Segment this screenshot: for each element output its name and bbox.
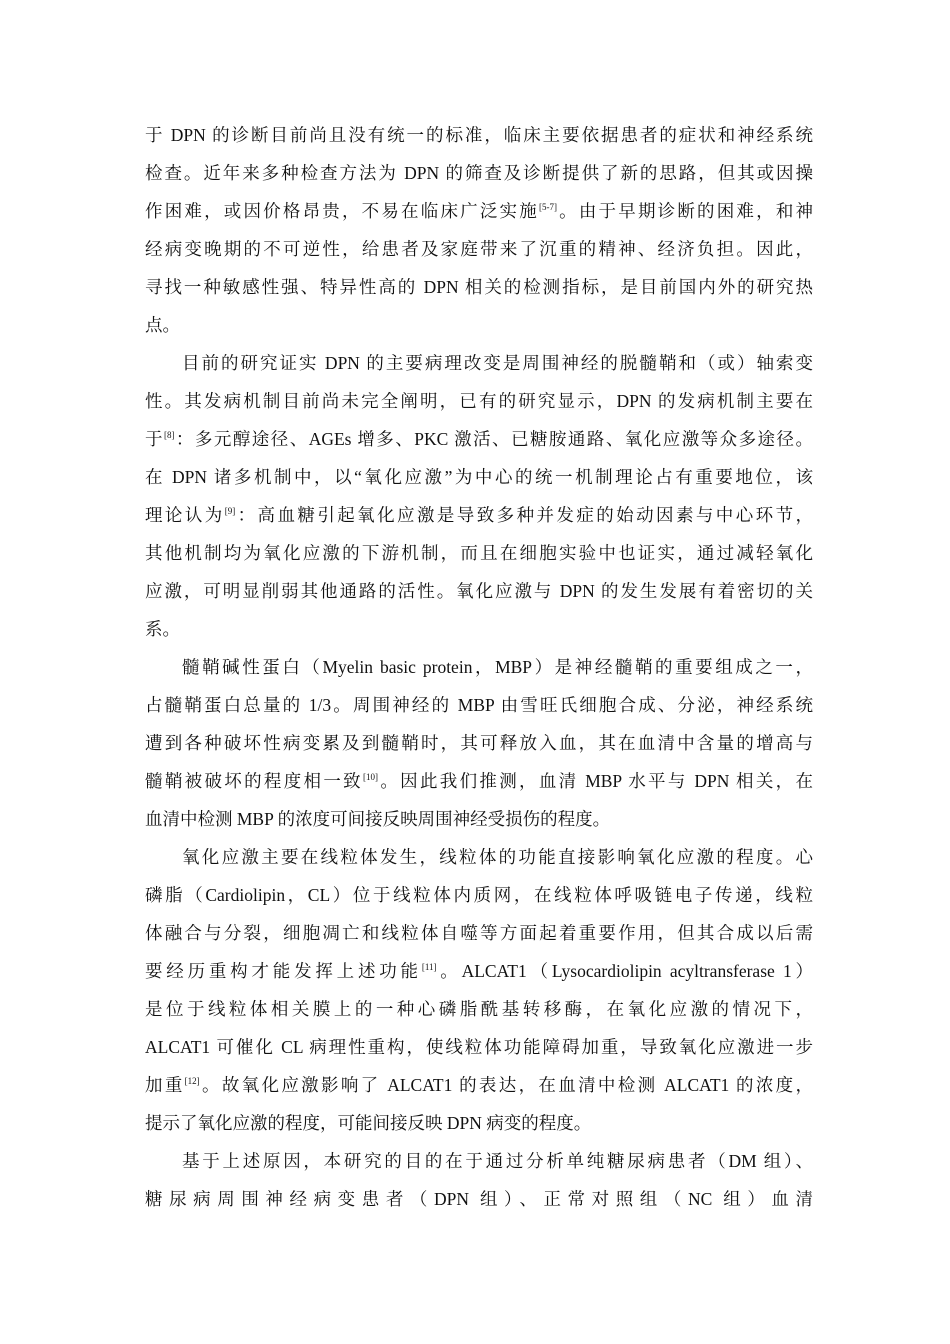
text-line: 性。其发病机制目前尚未完全阐明，已有的研究显示，DPN 的发病机制主要在 [145,391,813,411]
text-line: 于 DPN 的诊断目前尚且没有统一的标准，临床主要依据患者的症状和神经系统 [145,125,813,145]
text-line: 目前的研究证实 DPN 的主要病理改变是周围神经的脱髓鞘和（或）轴索变 [182,353,813,373]
citation-ref: [9] [224,506,236,516]
text-line: 氧化应激主要在线粒体发生，线粒体的功能直接影响氧化应激的程度。心 [182,847,813,867]
text-line: 加重[12]。故氧化应激影响了 ALCAT1 的表达，在血清中检测 ALCAT1 的浓度， [145,1075,813,1095]
text-line: 糖尿病周围神经病变患者（DPN 组）、正常对照组（NC 组）血清 [145,1189,813,1209]
text-line: 血清中检测 MBP 的浓度可间接反映周围神经受损伤的程度。 [145,809,611,829]
text-line: 占髓鞘蛋白总量的 1/3。周围神经的 MBP 由雪旺氏细胞合成、分泌，神经系统 [145,695,813,715]
citation-ref: [5-7] [538,202,557,212]
text-line: 基于上述原因，本研究的目的在于通过分析单纯糖尿病患者（DM 组）、 [182,1151,813,1171]
citation-ref: [12] [184,1076,200,1086]
citation-ref: [11] [421,962,437,972]
text-line: 体融合与分裂，细胞凋亡和线粒体自噬等方面起着重要作用，但其合成以后需 [145,923,813,943]
citation-ref: [10] [363,772,378,782]
text-line: 遭到各种破坏性病变累及到髓鞘时，其可释放入血，其在血清中含量的增高与 [145,733,813,753]
text-line: 经病变晚期的不可逆性，给患者及家庭带来了沉重的精神、经济负担。因此， [145,239,813,259]
text-line: 检查。近年来多种检查方法为 DPN 的筛查及诊断提供了新的思路，但其或因操 [145,163,813,183]
citation-ref: [8] [163,430,175,440]
text-line: 于[8]：多元醇途径、AGEs 增多、PKC 激活、已糖胺通路、氧化应激等众多途径。 [145,429,813,449]
text-line: 提示了氧化应激的程度，可能间接反映 DPN 病变的程度。 [145,1113,592,1133]
text-line: 寻找一种敏感性强、特异性高的 DPN 相关的检测指标，是目前国内外的研究热 [145,277,813,297]
text-line: 髓鞘被破坏的程度相一致[10]。因此我们推测，血清 MBP 水平与 DPN 相关，在 [145,771,813,791]
text-line: 其他机制均为氧化应激的下游机制，而且在细胞实验中也证实，通过减轻氧化 [145,543,813,563]
text-line: 是位于线粒体相关膜上的一种心磷脂酰基转移酶，在氧化应激的情况下， [145,999,813,1019]
text-line: 髓鞘碱性蛋白（Myelin basic protein，MBP）是神经髓鞘的重要组成之一， [182,657,813,677]
text-line: 点。 [145,315,180,335]
text-line: 磷脂（Cardiolipin，CL）位于线粒体内质网，在线粒体呼吸链电子传递，线粒 [145,885,813,905]
text-line: 应激，可明显削弱其他通路的活性。氧化应激与 DPN 的发生发展有着密切的关 [145,581,813,601]
text-line: 在 DPN 诸多机制中，以“氧化应激”为中心的统一机制理论占有重要地位，该 [145,467,813,487]
text-line: 作困难，或因价格昂贵，不易在临床广泛实施[5-7]。由于早期诊断的困难，和神 [145,201,814,221]
text-line: 理论认为[9]：高血糖引起氧化应激是导致多种并发症的始动因素与中心环节， [145,505,814,525]
text-line: ALCAT1 可催化 CL 病理性重构，使线粒体功能障碍加重，导致氧化应激进一步 [145,1037,813,1057]
text-line: 要经历重构才能发挥上述功能[11]。ALCAT1（Lysocardiolipin acyltransferase 1） [145,961,813,981]
text-line: 系。 [145,619,180,639]
